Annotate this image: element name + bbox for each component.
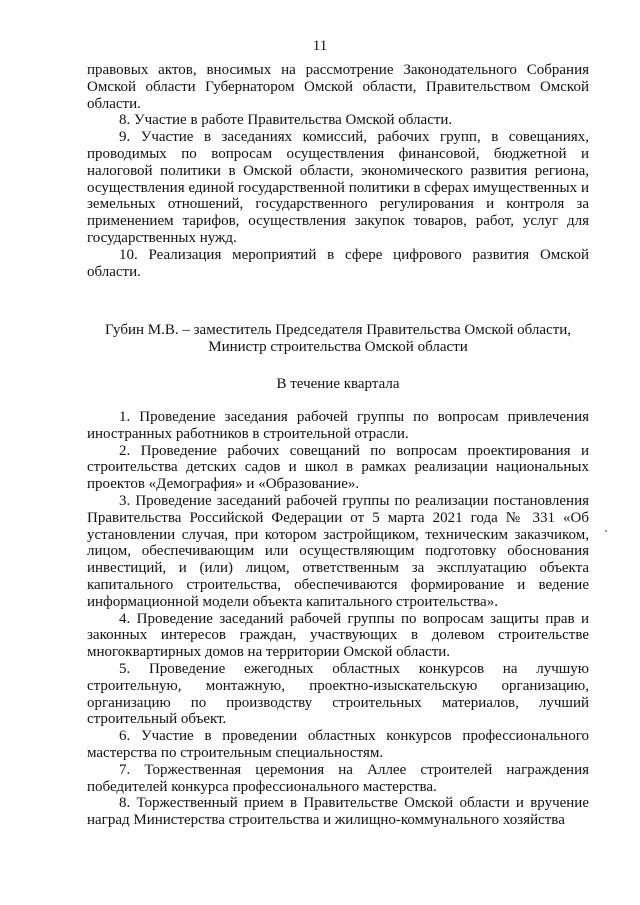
list-item: 5. Проведение ежегодных областных конкурсов на лучшую строительную, монтажную, проектно-изыскательскую организацию, организацию по производству строительных материалов, лучший строительный объект. xyxy=(87,660,589,728)
subheading-text: В течение квартала xyxy=(276,376,400,392)
scan-speck xyxy=(605,530,607,532)
official-heading xyxy=(87,322,589,356)
paragraph-item-9: 9. Участие в заседаниях комиссий, рабочих групп, в совещаниях, проводимых по вопросам осуществления финансовой, бюджетной и налоговой политики в Омской области, экономического развития региона, осуществления единой государственной политики в сферах имущественных и земельных отношений, государственного регулирования и контроля за применением тарифов, осуществления закупок товаров, работ, услуг для государственных нужд. xyxy=(87,129,589,246)
list-item: 4. Проведение заседаний рабочей группы по вопросам защиты прав и законных интересов граждан, участвующих в долевом строительстве многоквартирных домов на территории Омской области. xyxy=(87,610,589,661)
list-item: 8. Торжественный прием в Правительстве Омской области и вручение наград Министерства строительства и жилищно-коммунального хозяйства xyxy=(87,795,589,829)
paragraph-item-8: 8. Участие в работе Правительства Омской области. xyxy=(119,112,453,129)
top-section xyxy=(87,62,589,280)
list-item: 7. Торжественная церемония на Аллее строителей награждения победителей конкурса профессионального мастерства. xyxy=(87,761,589,795)
heading-line-2: Министр строительства Омской области xyxy=(208,338,468,355)
paragraph-item-10: 10. Реализация мероприятий в сфере цифрового развития Омской области. xyxy=(87,246,589,280)
list-item: 2. Проведение рабочих совещаний по вопросам проектирования и строительства детских садов и школ в рамках реализации национальных проектов «Демография» и «Образование». xyxy=(87,442,589,493)
heading-line-1: Губин М.В. – заместитель Председателя Правительства Омской области, xyxy=(104,322,572,338)
period-subheading xyxy=(87,376,589,393)
list-item: 1. Проведение заседания рабочей группы по вопросам привлечения иностранных работников в строительной отрасли. xyxy=(87,409,589,442)
items-section xyxy=(87,409,589,829)
paragraph-continuation: правовых актов, вносимых на рассмотрение Законодательного Собрания Омской области Губернатором Омской области, Правительством Омской области. xyxy=(87,62,589,112)
list-item: 6. Участие в проведении областных конкурсов профессионального мастерства по строительным специальностям. xyxy=(87,728,589,761)
list-item: 3. Проведение заседаний рабочей группы по реализации постановления Правительства Российской Федерации от 5 марта 2021 года № 331 «Об установлении случая, при котором застройщиком, техническим заказчиком, лицом, обеспечивающим или осуществляющим подготовку обоснования инвестиций, и (или) лицом, ответственным за эксплуатацию объекта капитального строительства, обеспечиваются формирование и ведение информационной модели объекта капитального строительства». xyxy=(87,492,589,610)
page-number: 11 xyxy=(312,38,328,54)
